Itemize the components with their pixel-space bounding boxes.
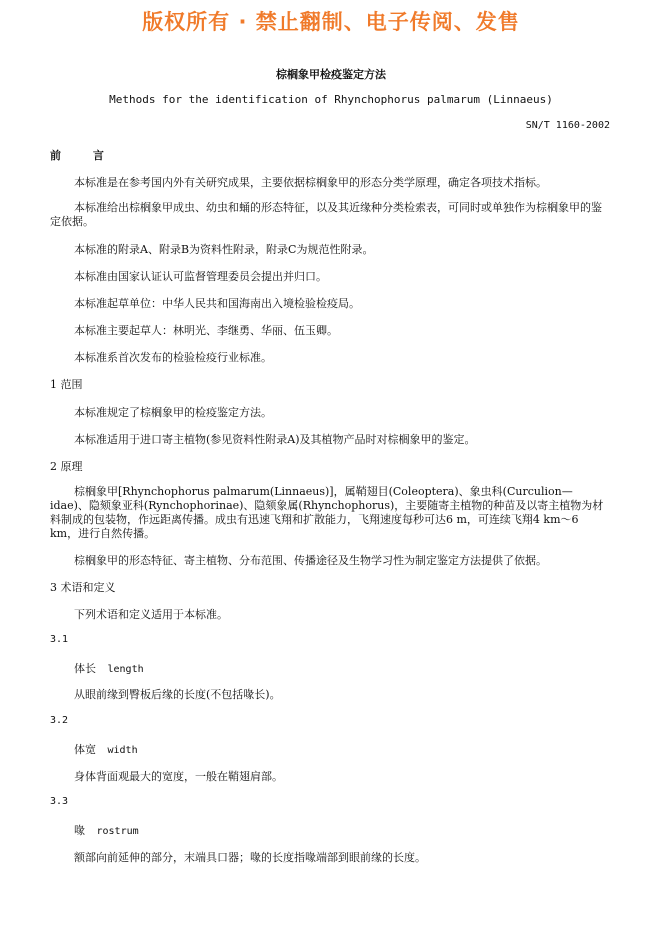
- foreword-paragraph: 本标准是在参考国内外有关研究成果，主要依据棕榈象甲的形态分类学原理，确定各项技术指标。: [74, 176, 547, 189]
- section-heading: 1 范围: [50, 378, 83, 391]
- section-paragraph: 本标准适用于进口寄主植物(参见资料性附录A)及其植物产品时对棕榈象甲的鉴定。: [74, 433, 476, 446]
- document-title: 棕榈象甲检疫鉴定方法: [276, 68, 386, 81]
- document-subtitle: Methods for the identification of Rhynchophorus palmarum (Linnaeus): [109, 93, 553, 106]
- term-number: 3.1: [50, 634, 69, 645]
- term-chinese: 喙: [74, 824, 85, 837]
- term-title: [74, 822, 139, 838]
- section-paragraph: 下列术语和定义适用于本标准。: [74, 608, 228, 621]
- foreword-paragraph: 本标准主要起草人：林明光、李继勇、华丽、伍玉卿。: [74, 324, 338, 337]
- foreword-paragraph: 本标准的附录A、附录B为资料性附录，附录C为规范性附录。: [74, 243, 374, 256]
- foreword-heading: 前 言: [50, 149, 118, 162]
- term-definition: 身体背面观最大的宽度，一般在鞘翅肩部。: [74, 770, 283, 783]
- foreword-paragraph: 本标准由国家认证认可监督管理委员会提出并归口。: [74, 270, 327, 283]
- foreword-paragraph: 本标准系首次发布的检验检疫行业标准。: [74, 351, 272, 364]
- watermark: 版权所有 · 禁止翻制、电子传阅、发售: [142, 10, 520, 34]
- term-english: length: [107, 664, 144, 675]
- document-number: SN/T 1160-2002: [525, 120, 610, 131]
- term-chinese: 体长: [74, 662, 96, 675]
- term-title: [74, 660, 144, 676]
- term-definition: 从眼前缘到臀板后缘的长度(不包括喙长)。: [74, 688, 281, 701]
- term-number: 3.2: [50, 715, 69, 726]
- section-heading: 3 术语和定义: [50, 581, 116, 594]
- foreword-paragraph: 本标准起草单位：中华人民共和国海南出入境检验检疫局。: [74, 297, 360, 310]
- term-english: width: [107, 745, 138, 756]
- term-english: rostrum: [96, 826, 139, 837]
- term-title: [74, 741, 138, 757]
- foreword-paragraph: 本标准给出棕榈象甲成虫、幼虫和蛹的形态特征，以及其近缘种分类检索表，可同时或单独作为棕榈象甲的鉴定依据。: [50, 201, 602, 228]
- section-paragraph: 棕榈象甲[Rhynchophorus palmarum(Linnaeus)]，属鞘翅目(Coleoptera)、象虫科(Curculion—idae)、隐颏象亚科(Rynchophorinae)、隐颏象属(Rhynchophorus)，主要随寄主植物的种苗及以寄主植物为材料制成的包装物，作远距离传播。成虫有迅速飞翔和扩散能力，飞翔速度每秒可达6 m，可连续飞翔4 km～6 km，进行自然传播。: [50, 485, 604, 540]
- section-paragraph: 棕榈象甲的形态特征、寄主植物、分布范围、传播途径及生物学习性为制定鉴定方法提供了依据。: [74, 554, 547, 567]
- section-paragraph: 本标准规定了棕榈象甲的检疫鉴定方法。: [74, 406, 272, 419]
- section-heading: 2 原理: [50, 460, 83, 473]
- term-chinese: 体宽: [74, 743, 96, 756]
- term-definition: 额部向前延伸的部分，末端具口器；喙的长度指喙端部到眼前缘的长度。: [74, 851, 426, 864]
- term-number: 3.3: [50, 796, 69, 807]
